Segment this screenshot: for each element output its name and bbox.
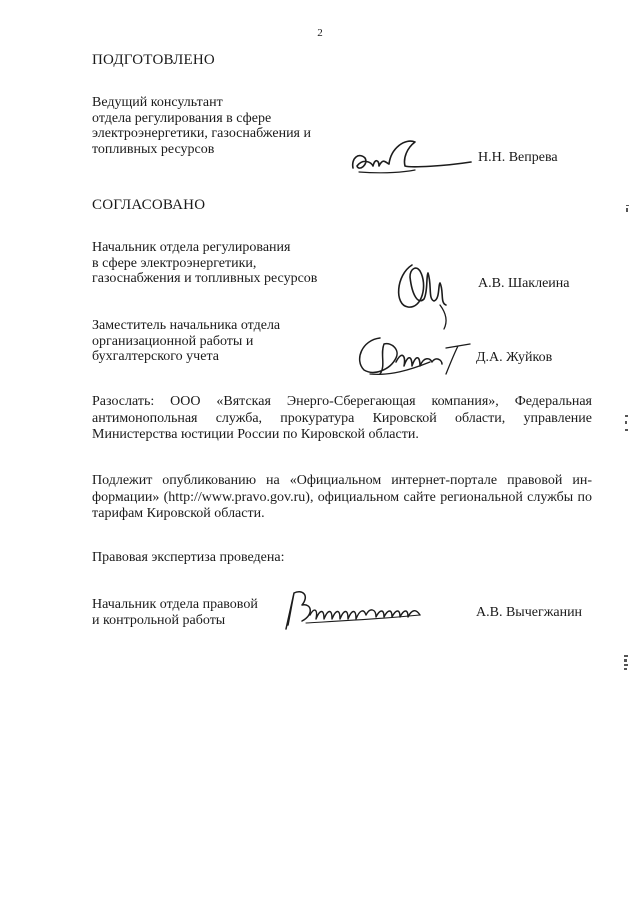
position-line: Заместитель начальника отдела xyxy=(92,318,281,333)
legal-name: А.В. Вычегжанин xyxy=(476,605,583,620)
prepared-position-line: электроэнергетики, газоснабжения и xyxy=(92,126,311,142)
signature-vychegzhanin xyxy=(280,585,430,635)
agreed-signatory-1-position xyxy=(92,240,317,287)
agreed-signatory-2-name: Д.А. Жуйков xyxy=(476,350,553,365)
prepared-position xyxy=(92,95,311,157)
position-line: и контрольной работы xyxy=(92,612,226,628)
position-line: Начальник отдела регулирования xyxy=(92,240,291,255)
legal-position xyxy=(92,597,258,628)
position-line: в сфере электроэнергетики, xyxy=(92,255,257,271)
signature-veprev xyxy=(345,128,475,180)
signature-shakleina xyxy=(388,255,468,335)
publication-paragraph: Подлежит опубликованию на «Официальном интернет-портале правовой ин-формации» (http://www.pravo.gov.ru), официальном сайте региональной службы по тарифам Кировской области. xyxy=(92,473,592,521)
prepared-name: Н.Н. Вепрева xyxy=(478,150,558,165)
position-line: газоснабжения и топливных ресурсов xyxy=(92,271,318,287)
scan-mark xyxy=(625,415,628,431)
position-line: организационной работы и xyxy=(92,333,254,349)
prepared-position-line: Ведущий консультант xyxy=(92,95,223,110)
agreed-signatory-1-name: А.В. Шаклеина xyxy=(478,276,570,291)
prepared-position-line: топливных ресурсов xyxy=(92,141,215,157)
agreed-signatory-2-position xyxy=(92,318,280,365)
position-line: Начальник отдела правовой xyxy=(92,597,258,612)
distribution-paragraph: Разослать: ООО «Вятская Энерго-Сберегающая компания», Федеральная антимонопольная служба, прокуратура Кировской области, управление Министерства юстиции России по Кировской области. xyxy=(92,394,592,442)
agreed-heading: СОГЛАСОВАНО xyxy=(92,197,206,213)
position-line: бухгалтерского учета xyxy=(92,349,219,365)
prepared-heading: ПОДГОТОВЛЕНО xyxy=(92,52,215,68)
legal-review-text: Правовая экспертиза проведена: xyxy=(92,550,285,565)
scan-mark xyxy=(626,205,629,212)
signature-zhuikov xyxy=(350,330,475,382)
page-number: 2 xyxy=(317,27,323,39)
scan-mark xyxy=(624,655,628,670)
prepared-position-line: отдела регулирования в сфере xyxy=(92,110,272,126)
